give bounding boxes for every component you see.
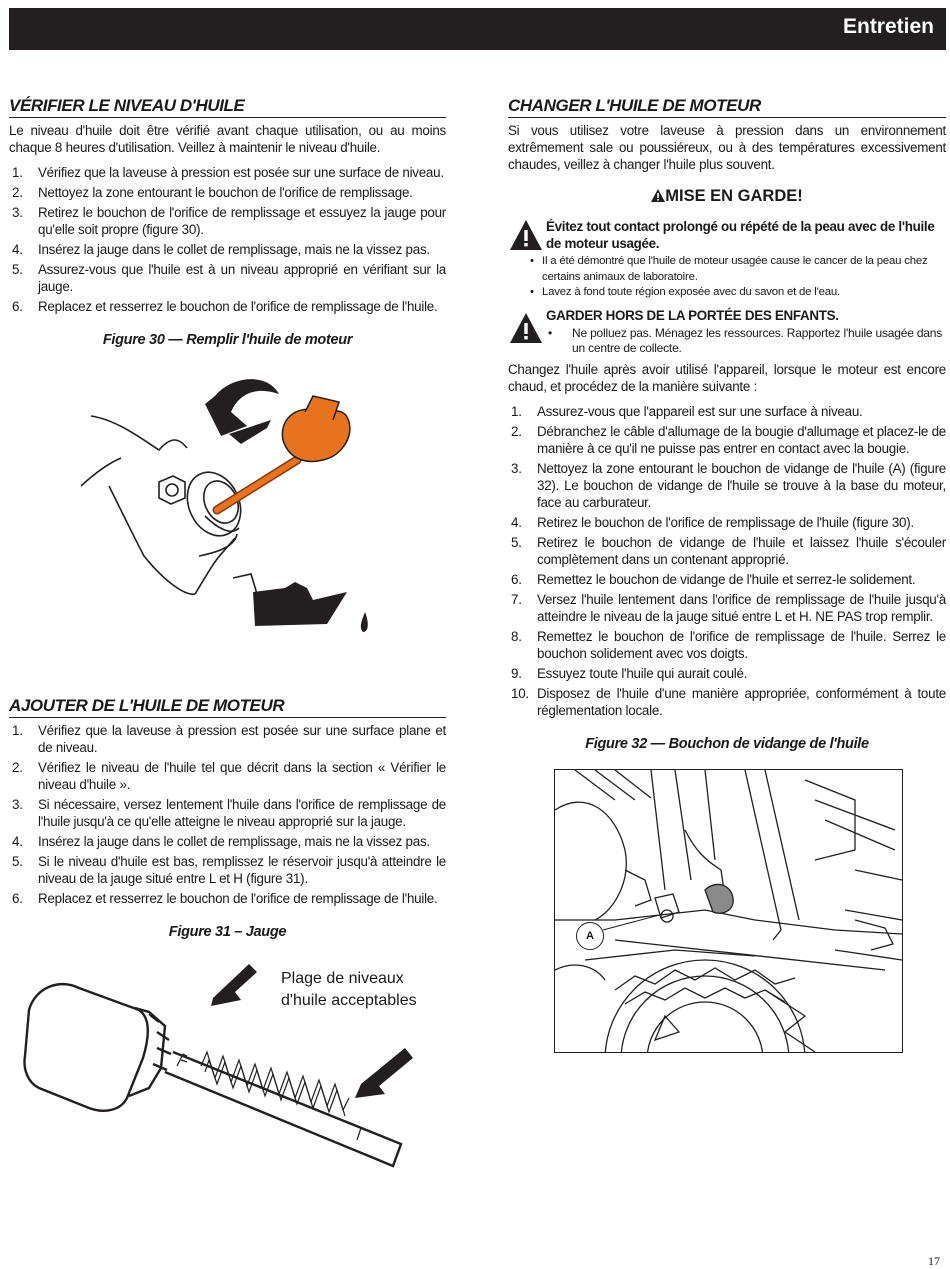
step-item <box>508 628 946 662</box>
step-text: Vérifiez que la laveuse à pression est posée sur une surface plane et de niveau. <box>38 723 446 755</box>
step-text: Disposez de l'huile d'une manière appropriée, conformément à toute réglementation locale. <box>537 685 946 718</box>
step-item <box>508 460 946 511</box>
warning-triangle-small-icon <box>651 189 665 202</box>
used-oil-warning-bullets <box>542 254 946 301</box>
oil-cap-orange <box>282 396 349 461</box>
step-item <box>508 534 946 568</box>
section-title: Entretien <box>842 15 934 38</box>
step-text: Nettoyez la zone entourant le bouchon de l'orifice de remplissage. <box>38 185 413 200</box>
step-item <box>508 591 946 625</box>
step-item <box>508 571 946 588</box>
step-number: 4. <box>12 834 23 849</box>
step-text: Nettoyez la zone entourant le bouchon de vidange de l'huile (A) (figure 32). Le bouchon de vidange de l'huile se trouve à la base du moteur, face au carburateur. <box>537 460 946 510</box>
step-item <box>508 403 946 420</box>
step-number: 10. <box>511 685 529 701</box>
add-oil-steps <box>9 722 446 907</box>
add-oil-heading: AJOUTER DE L'HUILE DE MOTEUR <box>9 696 446 718</box>
step-item <box>9 241 446 258</box>
step-text: Versez l'huile lentement dans l'orifice de remplissage de l'huile jusqu'à atteindre le niveau de la jauge situé entre L et H. NE PAS trop remplir. <box>537 591 946 624</box>
step-number: 3. <box>12 797 23 812</box>
right-column <box>508 96 946 1053</box>
figure-32-caption: Figure 32 — Bouchon de vidange de l'huile <box>585 735 869 752</box>
step-text: Replacez et resserrez le bouchon de l'orifice de remplissage de l'huile. <box>38 891 438 906</box>
step-number: 5. <box>12 854 23 869</box>
check-oil-steps <box>9 164 446 315</box>
step-number: 5. <box>12 262 23 277</box>
step-item <box>9 759 446 793</box>
figure-31-dipstick <box>9 948 446 1178</box>
step-text: Insérez la jauge dans le collet de remplissage, mais ne la vissez pas. <box>38 242 430 257</box>
step-item <box>9 890 446 907</box>
step-text: Remettez le bouchon de vidange de l'huile et serrez-le solidement. <box>537 571 916 587</box>
step-item <box>9 722 446 756</box>
page-number: 17 <box>928 1254 940 1268</box>
step-text: Retirez le bouchon de l'orifice de remplissage et essuyez la jauge pour qu'elle soit propre (figure 30). <box>38 205 446 237</box>
step-item <box>9 164 446 181</box>
figure-31-caption: Figure 31 – Jauge <box>168 924 287 940</box>
warning-triangle-icon <box>510 313 542 343</box>
warning-heading <box>508 187 946 206</box>
callout-a: A <box>576 922 604 950</box>
step-number: 2. <box>511 423 522 439</box>
check-oil-heading: VÉRIFIER LE NIVEAU D'HUILE <box>9 96 446 118</box>
children-warning-bold: GARDER HORS DE LA PORTÉE DES ENFANTS. <box>546 307 839 323</box>
step-item <box>9 796 446 830</box>
check-oil-intro: Le niveau d'huile doit être vérifié avant chaque utilisation, ou au moins chaque 8 heures d'utilisation. Veillez à maintenir le niveau d'huile. <box>9 123 446 155</box>
step-text: Replacez et resserrez le bouchon de l'orifice de remplissage de l'huile. <box>38 299 438 314</box>
step-text: Remettez le bouchon de l'orifice de remplissage de l'huile. Serrez le bouchon solidement avec vos doigts. <box>537 628 946 661</box>
figure-32-drain-plug <box>554 769 903 1053</box>
step-item <box>508 685 946 719</box>
step-text: Retirez le bouchon de l'orifice de remplissage de l'huile (figure 30). <box>537 514 914 530</box>
step-number: 9. <box>511 665 522 681</box>
step-item <box>9 298 446 315</box>
step-item <box>508 514 946 531</box>
step-item <box>508 423 946 457</box>
step-number: 4. <box>12 242 23 257</box>
step-text: Si le niveau d'huile est bas, remplissez le réservoir jusqu'à atteindre le niveau de la jauge situé entre L et H (figure 31). <box>38 854 446 886</box>
step-item <box>9 833 446 850</box>
step-number: 4. <box>511 514 522 530</box>
step-number: 7. <box>511 591 522 607</box>
oil-can-icon <box>233 574 368 632</box>
step-text: Débranchez le câble d'allumage de la bougie d'allumage et placez-le de manière à ce qu'il ne puisse pas entrer en contact avec la bougie. <box>537 423 946 456</box>
step-text: Insérez la jauge dans le collet de remplissage, mais ne la vissez pas. <box>38 834 430 849</box>
step-number: 8. <box>511 628 522 644</box>
dipstick-label-line-1: Plage de niveaux <box>281 970 404 987</box>
step-number: 3. <box>511 460 522 476</box>
change-oil-after-text: Changez l'huile après avoir utilisé l'appareil, lorsque le moteur est encore chaud, et procédez de la manière suivante : <box>508 361 946 394</box>
step-item <box>9 184 446 201</box>
change-oil-intro: Si vous utilisez votre laveuse à pression dans un environnement extrêmement sale ou poussiéreux, ou à des températures excessivement chaudes, veillez à changer l'huile plus souvent. <box>508 123 946 172</box>
step-number: 6. <box>12 299 23 314</box>
warning-heading-text: MISE EN GARDE! <box>665 187 803 205</box>
step-number: 6. <box>12 891 23 906</box>
step-number: 2. <box>12 760 23 775</box>
step-text: Vérifiez le niveau de l'huile tel que décrit dans la section « Vérifier le niveau d'huile ». <box>38 760 446 792</box>
step-number: 3. <box>12 205 23 220</box>
left-column <box>9 96 446 1178</box>
figure-30-oil-fill-illustration <box>9 356 446 666</box>
step-number: 1. <box>12 723 23 738</box>
step-number: 6. <box>511 571 522 587</box>
children-warning-bullets <box>546 326 946 357</box>
dipstick-label-line-2: d'huile acceptables <box>281 992 417 1009</box>
step-number: 5. <box>511 534 522 550</box>
step-number: 1. <box>12 165 23 180</box>
used-oil-warning <box>508 218 946 301</box>
change-oil-heading: CHANGER L'HUILE DE MOTEUR <box>508 96 946 118</box>
callout-leader-line <box>555 770 902 1052</box>
header-bar <box>9 8 946 50</box>
step-text: Essuyez toute l'huile qui aurait coulé. <box>537 665 748 681</box>
step-text: Retirez le bouchon de vidange de l'huile et laissez l'huile s'écouler complètement dans un contenant approprié. <box>537 534 946 567</box>
warning-bullet: • Lavez à fond toute région exposée avec du savon et de l'eau. <box>528 285 946 301</box>
step-text: Vérifiez que la laveuse à pression est posée sur une surface de niveau. <box>38 165 444 180</box>
step-number: 1. <box>511 403 522 419</box>
children-warning <box>508 307 946 357</box>
used-oil-warning-bold: Évitez tout contact prolongé ou répété de la peau avec de l'huile de moteur usagée. <box>546 219 935 251</box>
warning-triangle-icon <box>510 220 542 250</box>
change-oil-steps <box>508 403 946 719</box>
warning-bullet: • Il a été démontré que l'huile de moteur usagée cause le cancer de la peau chez certains animaux de laboratoire. <box>528 254 946 285</box>
figure-30-caption: Figure 30 — Remplir l'huile de moteur <box>102 332 353 348</box>
warning-bullet: • Ne polluez pas. Ménagez les ressources. Rapportez l'huile usagée dans un centre de collecte. <box>546 326 946 357</box>
step-text: Assurez-vous que l'appareil est sur une surface à niveau. <box>537 403 863 419</box>
step-item <box>9 261 446 295</box>
step-text: Si nécessaire, versez lentement l'huile dans l'orifice de remplissage de l'huile jusqu'à ce qu'elle atteigne le niveau approprié sur la jauge. <box>38 797 446 829</box>
step-item <box>9 853 446 887</box>
step-item <box>9 204 446 238</box>
step-number: 2. <box>12 185 23 200</box>
step-item <box>508 665 946 682</box>
step-text: Assurez-vous que l'huile est à un niveau approprié en vérifiant sur la jauge. <box>38 262 446 294</box>
